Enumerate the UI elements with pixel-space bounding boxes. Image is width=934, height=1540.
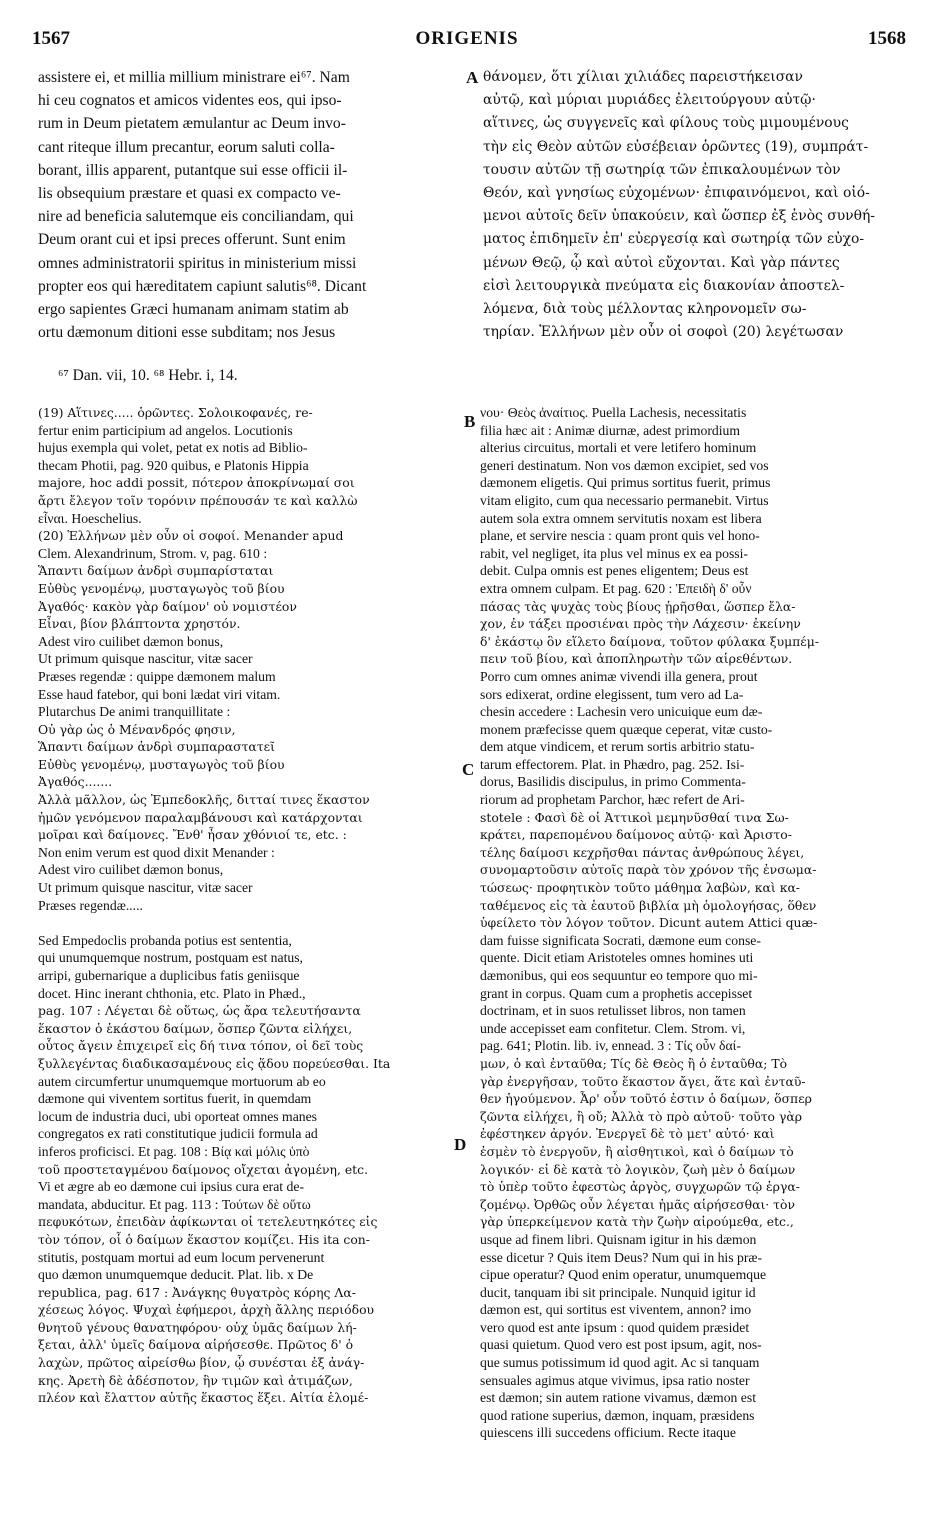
note-line: Ἀλλὰ μᾶλλον, ὡς Ἐμπεδοκλῆς, διτταί τινες ἕκαστον	[38, 792, 370, 808]
text-line: hi ceu cognatos et amicos videntes eos, qui ipso-	[38, 92, 342, 110]
note-line: τώσεως· προφητικὸν τοῦτο μάθημα λαβὼν, καὶ κα-	[480, 880, 800, 896]
note-line: ζῶντα εἰλήχει, ἢ οὔ; Ἀλλὰ τὸ πρὸ αὐτοῦ· τοῦτο γὰρ	[480, 1108, 803, 1124]
note-line: δ' ἑκάστῳ ὃν εἵλετο δαίμονα, τοῦτον φύλακα ξυμπέμ-	[480, 633, 819, 649]
note-line: republica, pag. 617 : Ἀνάγκης θυγατρὸς κόρης Λα-	[38, 1284, 356, 1300]
note-line: chesin accedere : Lachesin vero unicuique eum dæ-	[480, 704, 763, 720]
note-line: autem circumfertur unumquemque mortuorum ab eo	[38, 1073, 326, 1089]
note-line: ταθέμενος εἰς τὰ ἑαυτοῦ βιβλία μὴ ὁμολογήσας, ὅθεν	[480, 897, 817, 913]
section-marker-a: A	[466, 68, 479, 87]
note-line: (19) Αἵτινες..... ὁρῶντες. Σολοικοφανές, re-	[38, 405, 313, 420]
page-header	[22, 28, 912, 58]
note-line: dem atque vindicem, et rerum sortis arbitrio statu-	[480, 739, 755, 755]
note-line: sors edixerat, ordine elegissent, tum vero ad La-	[480, 686, 744, 702]
note-line: stitutis, postquam mortui ad eum locum pervenerunt	[38, 1249, 325, 1265]
text-line: εἰσὶ λειτουργικὰ πνεύματα εἰς διακονίαν ἀποστελ-	[483, 277, 845, 294]
note-line: quiescens illi succedens officium. Recte itaque	[480, 1425, 736, 1441]
note-line: εἶναι. Hoeschelius.	[38, 510, 142, 526]
note-line: ἄρτι ἔλεγον τοῖν τορόνιν πρέπουσάν τε καὶ καλλὼ	[38, 492, 358, 508]
note-line: χέσεως λόγος. Ψυχαὶ ἐφήμεροι, ἀρχὴ ἄλλης περιόδου	[38, 1302, 375, 1318]
section-marker-c: C	[462, 760, 475, 779]
text-line: αὐτῷ, καὶ μύριαι μυριάδες ἐλειτούργουν αὐτῷ·	[483, 92, 816, 109]
note-line: πεφυκότων, ἐπειδὰν ἀφίκωνται οἱ τετελευτηκότες εἰς	[38, 1214, 378, 1230]
note-line: vero quod est ante ipsum : quod quidem præsidet	[480, 1319, 750, 1335]
note-line: Adest viro cuilibet dæmon bonus,	[38, 633, 224, 649]
text-line: rum in Deum pietatem æmulantur ac Deum invo-	[38, 115, 346, 133]
note-line: dæmone qui viventem sortitus fuerit, in quemdam	[38, 1091, 312, 1107]
note-line: (20) Ἑλλήνων μὲν οὖν οἱ σοφοί. Menander apud	[38, 528, 344, 544]
note-line: Adest viro cuilibet dæmon bonus,	[38, 862, 224, 878]
note-line: tarum effectorem. Plat. in Phædro, pag. 252. Isi-	[480, 756, 745, 772]
note-line: Ἀγαθός.......	[38, 774, 113, 790]
note-line: θνητοῦ γένους θανατηφόρου· οὐχ ὑμᾶς δαίμων λή-	[38, 1319, 357, 1335]
note-line: Porro cum omnes animæ vivendi illa genera, prout	[480, 668, 758, 684]
note-line: quo dæmon unumquemque deducit. Plat. lib. x De	[38, 1267, 314, 1283]
text-line: μενοι αὐτοῖς δεῖν ὑπακούειν, καὶ ὥσπερ ἐξ ἑνὸς συνθή-	[483, 208, 875, 225]
latin-text-column	[38, 66, 474, 344]
note-line: sensuales agimus atque vivimus, ipsa ratio noster	[480, 1372, 750, 1388]
note-line: majore, hoc addi possit, πότερον ἀποκρίνωμαί σοι	[38, 475, 355, 491]
note-line: οὗτος ἄγειν ἐπιχειρεῖ εἰς δή τινα τόπον, οἱ δεῖ τοὺς	[38, 1038, 364, 1054]
running-title: ORIGENIS	[415, 28, 519, 49]
note-line: λογικόν· εἰ δὲ κατὰ τὸ λογικὸν, ζωὴ μὲν ὁ δαίμων	[480, 1161, 796, 1177]
note-line: debit. Culpa omnis est penes eligentem; Deus est	[480, 563, 749, 579]
note-line: Vi et ægre ab eo dæmone cui ipsius cura erat de-	[38, 1179, 304, 1195]
note-line: plane, et servire nescia : quam pront quis vel hono-	[480, 528, 760, 544]
note-line: ducit, tanquam ibi sit principale. Nunquid igitur id	[480, 1284, 756, 1300]
text-line: assistere ei, et millia millium ministrare ei⁶⁷. Nam	[38, 69, 350, 86]
text-line: nire ad beneficia salutemque eis conciliandam, qui	[38, 208, 354, 226]
text-line: Deum orant cui et ipsi preces offerunt. Sunt enim	[38, 231, 346, 249]
note-line: ἕκαστον ὁ ἑκάστου δαίμων, ὅσπερ ζῶντα εἰλήχει,	[38, 1020, 353, 1036]
note-line: τοῦ προστεταγμένου δαίμονος οἴχεται ἀγομένη, etc.	[38, 1161, 369, 1177]
note-line: ἐφέστηκεν ἀργόν. Ἐνεργεῖ δὲ τὸ μετ' αὐτό· καὶ	[480, 1126, 775, 1142]
note-line: Εἶναι, βίον βλάπτοντα χρηστόν.	[38, 616, 241, 632]
note-line: πλέον καὶ ἔλαττον αὐτῆς ἕκαστος ἕξει. Αἰτία ἑλομέ-	[38, 1390, 369, 1406]
note-line: rabit, vel negliget, ita plus vel minus ex ea possi-	[480, 545, 748, 561]
note-line: ζομένῳ. Ὀρθῶς οὖν λέγεται ἡμᾶς αἱρήσεσθαι· τὸν	[480, 1196, 796, 1212]
note-line: monem præfecisse quem quæque ceperat, vitæ custo-	[480, 721, 773, 737]
notes-column-left	[38, 404, 468, 1407]
note-line: Non enim verum est quod dixit Menander :	[38, 844, 275, 860]
note-line: pag. 641; Plotin. lib. iv, ennead. 3 : Τίς οὖν δαί-	[480, 1038, 741, 1054]
note-line: Ἅπαντι δαίμων ἀνδρὶ συμπαρίσταται	[38, 563, 274, 579]
note-line: ξυλλεγέντας διαδικασαμένους εἰς ᾅδου πορεύεσθαι. Ita	[38, 1055, 391, 1071]
note-line: συνομαρτοῦσιν αὐτοῖς παρὰ τὸν χρόνον τῆς ἐνσωμα-	[480, 862, 817, 878]
note-line: dæmonem eligetis. Qui primus sortitus fuerit, primus	[480, 475, 771, 491]
note-line: Clem. Alexandrinum, Strom. v, pag. 610 :	[38, 545, 268, 561]
note-line: hujus exempla qui volet, petat ex notis ad Biblio-	[38, 440, 308, 456]
note-line: γὰρ ἐνεργῆσαν, τοῦτο ἕκαστον ἄγει, ἅτε καὶ ἐνταῦ-	[480, 1073, 806, 1089]
note-line: quente. Dicit etiam Aristoteles omnes homines uti	[480, 950, 754, 966]
note-line	[38, 914, 468, 932]
note-line: κράτει, παρεπομένου δαίμονος αὐτῷ· καὶ Ἀριστο-	[480, 827, 792, 843]
note-line: τέλης δαίμοσι κεχρῆσθαι πάντας ἀνθρώπους λέγει,	[480, 844, 805, 860]
text-line: omnes administratorii spiritus in ministerium missi	[38, 254, 357, 272]
note-line: μοῖραι καὶ δαίμονες. Ἔνθ' ἦσαν χθόνιοί τε, etc. :	[38, 827, 347, 843]
text-line: propter eos qui hæreditatem capiunt salutis⁶⁸. Dicant	[38, 277, 367, 295]
note-line: riorum ad prophetam Parchor, hæc refert de Ari-	[480, 792, 745, 808]
note-line: ξεται, ἀλλ' ὑμεῖς δαίμονα αἱρήσεσθε. Πρῶτος δ' ὁ	[38, 1337, 354, 1353]
note-line: esse dicetur ? Quis item Deus? Num qui in his præ-	[480, 1249, 763, 1265]
text-line: τὴν εἰς Θεὸν αὐτῶν εὐσέβειαν ὁρῶντες (19), συμπράτ-	[483, 138, 869, 155]
note-line: pag. 107 : Λέγεται δὲ οὕτως, ὡς ἄρα τελευτήσαντα	[38, 1003, 361, 1019]
note-line: Plutarchus De animi tranquillitate :	[38, 704, 231, 720]
text-line: θάνομεν, ὅτι χίλιαι χιλιάδες παρειστήκεισαν	[483, 69, 804, 85]
note-line: dam fuisse significata Socrati, dæmone eum conse-	[480, 932, 761, 948]
note-line: generi destinatum. Non vos dæmon excipiet, sed vos	[480, 457, 769, 473]
note-line: cipue operatur? Quod enim operatur, unumquemque	[480, 1267, 767, 1283]
note-line: inferos proficisci. Et pag. 108 : Βίᾳ καὶ μόλις ὑπὸ	[38, 1143, 310, 1159]
note-line: τὸ ὑπὲρ τοῦτο ἐφεστὼς ἀργὸς, συγχωρῶν τῷ ἐργα-	[480, 1179, 800, 1195]
note-line: χον, ἐν τάξει προσιέναι πρὸς τὴν Λάχεσιν· ἐκείνην	[480, 616, 801, 632]
note-line: qui unumquemque nostrum, postquam est natus,	[38, 950, 303, 966]
note-line: doctrinam, et in suos retulisset libros, non tamen	[480, 1003, 746, 1019]
text-line: ergo sapientes Græci humanam animam statim ab	[38, 301, 349, 319]
note-line: unde accepisset eam confitetur. Clem. Strom. vi,	[480, 1020, 746, 1036]
note-line: κης. Ἀρετὴ δὲ ἀδέσποτον, ἣν τιμῶν καὶ ἀτιμάζων,	[38, 1372, 353, 1388]
note-line: extra omnem culpam. Et pag. 620 : Ἐπειδὴ δ' οὖν	[480, 580, 752, 596]
page-number-right: 1568	[868, 28, 906, 49]
note-line: Præses regendæ : quippe dæmonem malum	[38, 668, 276, 684]
note-line: est dæmon; sin autem ratione vivamus, dæmon est	[480, 1390, 757, 1406]
note-line: πάσας τὰς ψυχὰς τοὺς βίους ᾑρῆσθαι, ὥσπερ ἔλα-	[480, 598, 796, 614]
note-line: mandata, abducitur. Et pag. 113 : Τούτων δὲ οὕτω	[38, 1196, 311, 1212]
note-line: grant in corpus. Quam cum a prophetis accepisset	[480, 985, 753, 1001]
note-line: stotele : Φασὶ δὲ οἱ Ἀττικοὶ μεμηνῦσθαί τινα Σω-	[480, 809, 789, 825]
page-number-left: 1567	[32, 28, 70, 49]
note-line: filia hæc ait : Animæ diurnæ, adest primordium	[480, 422, 741, 438]
greek-text-column	[483, 66, 901, 344]
note-line: quod ratione superius, dæmon, inquam, præsidens	[480, 1407, 755, 1423]
note-line: usque ad finem libri. Quisnam igitur in his dæmon	[480, 1231, 757, 1247]
note-line: Οὐ γὰρ ὡς ὁ Μένανδρός φησιν,	[38, 721, 236, 737]
text-line: ματος ἐπιδημεῖν ἐπ' εὐεργεσίᾳ καὶ σωτηρίᾳ τῶν εὐχο-	[483, 231, 865, 248]
text-line: τηρίαν. Ἑλλήνων μὲν οὖν οἱ σοφοὶ (20) λεγέτωσαν	[483, 324, 844, 341]
note-line: Ut primum quisque nascitur, vitæ sacer	[38, 651, 253, 667]
text-line: borant, illis apparent, putantque sui esse officii il-	[38, 161, 348, 179]
note-line: Ut primum quisque nascitur, vitæ sacer	[38, 880, 253, 896]
note-line: dorus, Basilidis discipulus, in primo Commenta-	[480, 774, 746, 790]
note-line: vitam eligito, cum qua necessario permanebit. Virtus	[480, 492, 769, 508]
text-line: λόμενα, διὰ τοὺς μέλλοντας κληρονομεῖν σω-	[483, 301, 807, 318]
notes-column-right	[480, 404, 904, 1442]
note-line: fertur enim participium ad angelos. Locutionis	[38, 422, 293, 438]
note-line: dæmon est, qui sortitus est viventem, annon? imo	[480, 1302, 752, 1318]
text-line: αἵτινες, ὡς συγγενεῖς καὶ φίλους τοὺς μιμουμένους	[483, 115, 849, 132]
text-line: cant riteque illum precantur, eorum saluti colla-	[38, 138, 335, 156]
note-line: autem sola extra omnem servitutis noxam est libera	[480, 510, 762, 526]
text-line: Θεόν, καὶ γνησίως εὐχομένων· ἐπιφαινόμενοι, καὶ οἰό-	[483, 185, 870, 202]
note-line: Εὐθὺς γενομένῳ, μυσταγωγὸς τοῦ βίου	[38, 756, 285, 772]
note-line: Esse haud fatebor, qui boni lædat viri vitam.	[38, 686, 281, 702]
text-line: lis obsequium præstare et quasi ex compacto ve-	[38, 185, 341, 203]
note-line: que sumus potissimum id quod agit. Ac si tanquam	[480, 1355, 760, 1371]
note-line: arripi, gubernarique a duplicibus fatis geniisque	[38, 968, 300, 983]
note-line: locum de industria duci, ubi oporteat omnes manes	[38, 1108, 318, 1124]
note-line: congregatos ex rati constitutique judicii formula ad	[38, 1126, 318, 1142]
note-line: docet. Hinc inerant chthonia, etc. Plato in Phæd.,	[38, 985, 306, 1001]
note-line: θεν ἡγούμενον. Ἆρ' οὖν τοῦτό ἐστιν ὁ δαίμων, ὅσπερ	[480, 1091, 812, 1107]
section-marker-b: B	[464, 412, 476, 431]
note-line: νου· Θεὸς ἀναίτιος. Puella Lachesis, necessitatis	[480, 405, 747, 420]
note-line: dæmonibus, qui eos sequuntur eo tempore quo mi-	[480, 968, 758, 983]
scripture-references: ⁶⁷ Dan. vii, 10. ⁶⁸ Hebr. i, 14.	[58, 367, 238, 384]
note-line: λαχὼν, πρῶτος αἱρείσθω βίον, ᾧ συνέσται ἐξ ἀνάγ-	[38, 1355, 365, 1371]
note-line: quasi quietum. Quod vero est post ipsum, agit, nos-	[480, 1337, 762, 1353]
note-line: thecam Photii, pag. 920 quibus, e Platonis Hippia	[38, 457, 309, 473]
note-line: πειν τοῦ βίου, καὶ ἀποπληρωτὴν τῶν αἱρεθέντων.	[480, 651, 793, 667]
note-line: Sed Empedoclis probanda potius est sententia,	[38, 932, 292, 948]
text-line: τουσιν αὐτῶν τῇ σωτηρίᾳ τῶν ἐπικαλουμένων τὸν	[483, 161, 841, 178]
note-line: γὰρ ὑπερκείμενον κατὰ τὴν ζωὴν αἱρούμεθα, etc.,	[480, 1214, 794, 1230]
text-line: μένων Θεῷ, ᾧ καὶ αὐτοὶ εὔχονται. Καὶ γὰρ πάντες	[483, 254, 840, 271]
section-marker-d: D	[454, 1135, 467, 1154]
note-line: Εὐθὺς γενομένῳ, μυσταγωγὸς τοῦ βίου	[38, 580, 285, 596]
note-line: τὸν τόπον, οἷ ὁ δαίμων ἕκαστον κομίζει. His ita con-	[38, 1231, 370, 1247]
note-line: Præses regendæ.....	[38, 897, 143, 913]
note-line: Ἅπαντι δαίμων ἀνδρὶ συμπαραστατεῖ	[38, 739, 275, 755]
text-line: ortu dæmonum ditioni esse subditam; nos Jesus	[38, 324, 336, 342]
note-line: ἐσμὲν τὸ ἐνεργοῦν, ἢ αἰσθητικοὶ, καὶ ὁ δαίμων τὸ	[480, 1143, 794, 1159]
note-line: ἡμῶν γενόμενον παραλαμβάνουσι καὶ κατάρχονται	[38, 809, 363, 825]
note-line: alterius circuitus, mortali et vere letifero hominum	[480, 440, 757, 456]
note-line: μων, ὁ καὶ ἐνταῦθα; Τίς δὲ Θεὸς ἢ ὁ ἐνταῦθα; Τὸ	[480, 1055, 788, 1071]
note-line: ὑφείλετο τὸν λόγον τοῦτον. Dicunt autem Attici quæ-	[480, 915, 818, 931]
note-line: Ἀγαθός· κακὸν γὰρ δαίμον' οὐ νομιστέον	[38, 598, 297, 614]
